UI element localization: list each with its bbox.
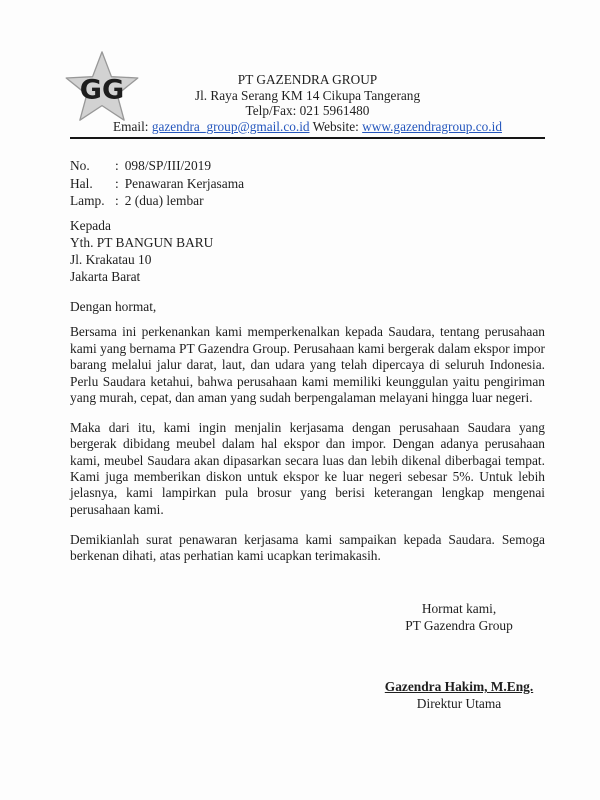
recipient-line: Kepada [70, 218, 111, 234]
body-paragraph: Maka dari itu, kami ingin menjalin kerjasama dengan perusahaan Saudara yang bergerak dibidang meubel dalam hal ekspor dan impor. Dengan adanya perusahaan kami, meubel Saudara akan dipasarkan secara luas dan lebih dikenal diberbagai tempat. Kami juga memberikan diskon untuk ekspor ke luar negeri sebesar 5%. Untuk lebih jelasnya, kami lampirkan pula brosur yang berisi keterangan lengkap mengenai perusahaan kami. [70, 419, 545, 517]
email-link[interactable]: gazendra_group@gmail.co.id [151, 118, 310, 134]
recipient-line: Yth. PT BANGUN BARU [70, 235, 214, 251]
reference-colon: : [115, 175, 119, 191]
star-logo-icon [61, 47, 143, 129]
reference-label: Hal. [70, 175, 93, 191]
reference-value: 2 (dua) lembar [124, 192, 204, 208]
reference-value: 098/SP/III/2019 [124, 158, 212, 174]
signer-block [366, 679, 552, 713]
company-phone: Telp/Fax: 021 5961480 [245, 103, 370, 119]
body-paragraph: Demikianlah surat penawaran kerjasama kami sampaikan kepada Saudara. Semoga berkenan dihati, atas perhatian kami ucapkan terimakasih. [70, 531, 545, 563]
recipient-line: Jakarta Barat [70, 268, 141, 284]
closing-company: PT Gazendra Group [405, 618, 513, 634]
company-address: Jl. Raya Serang KM 14 Cikupa Tangerang [194, 87, 421, 103]
reference-block [70, 157, 545, 209]
header-divider [70, 137, 545, 139]
recipient-block [70, 218, 545, 286]
closing-salutation: Hormat kami, [421, 601, 497, 617]
reference-colon: : [115, 158, 119, 174]
reference-value: Penawaran Kerjasama [124, 175, 245, 191]
reference-label: Lamp. [70, 192, 105, 208]
website-link[interactable]: www.gazendragroup.co.id [362, 118, 502, 134]
recipient-line: Jl. Krakatau 10 [70, 252, 152, 268]
signer-name: Gazendra Hakim, M.Eng. [384, 679, 534, 695]
closing-block [366, 601, 552, 713]
reference-row-number [70, 157, 545, 174]
email-label: Email: [113, 118, 149, 134]
reference-colon: : [115, 192, 119, 208]
website-label: Website: [312, 118, 359, 134]
reference-label: No. [70, 158, 90, 174]
reference-row-attachment [70, 192, 545, 209]
reference-row-subject [70, 175, 545, 192]
logo-monogram: GG [79, 74, 125, 106]
company-name: PT GAZENDRA GROUP [237, 72, 378, 87]
signer-title: Direktur Utama [416, 696, 502, 712]
body-paragraph: Bersama ini perkenankan kami memperkenalkan kepada Saudara, tentang perusahaan kami yang bernama PT Gazendra Group. Perusahaan kami bergerak dalam ekspor impor barang melalui jalur darat, laut, dan udara yang telah dipercaya di seluruh Indonesia. Perlu Saudara ketahui, bahwa perusahaan kami memiliki keunggulan yaitu pengiriman yang murah, cepat, dan aman yang sudah berpengalaman melayani hingga luar negeri. [70, 324, 545, 405]
salutation: Dengan hormat, [70, 298, 157, 314]
